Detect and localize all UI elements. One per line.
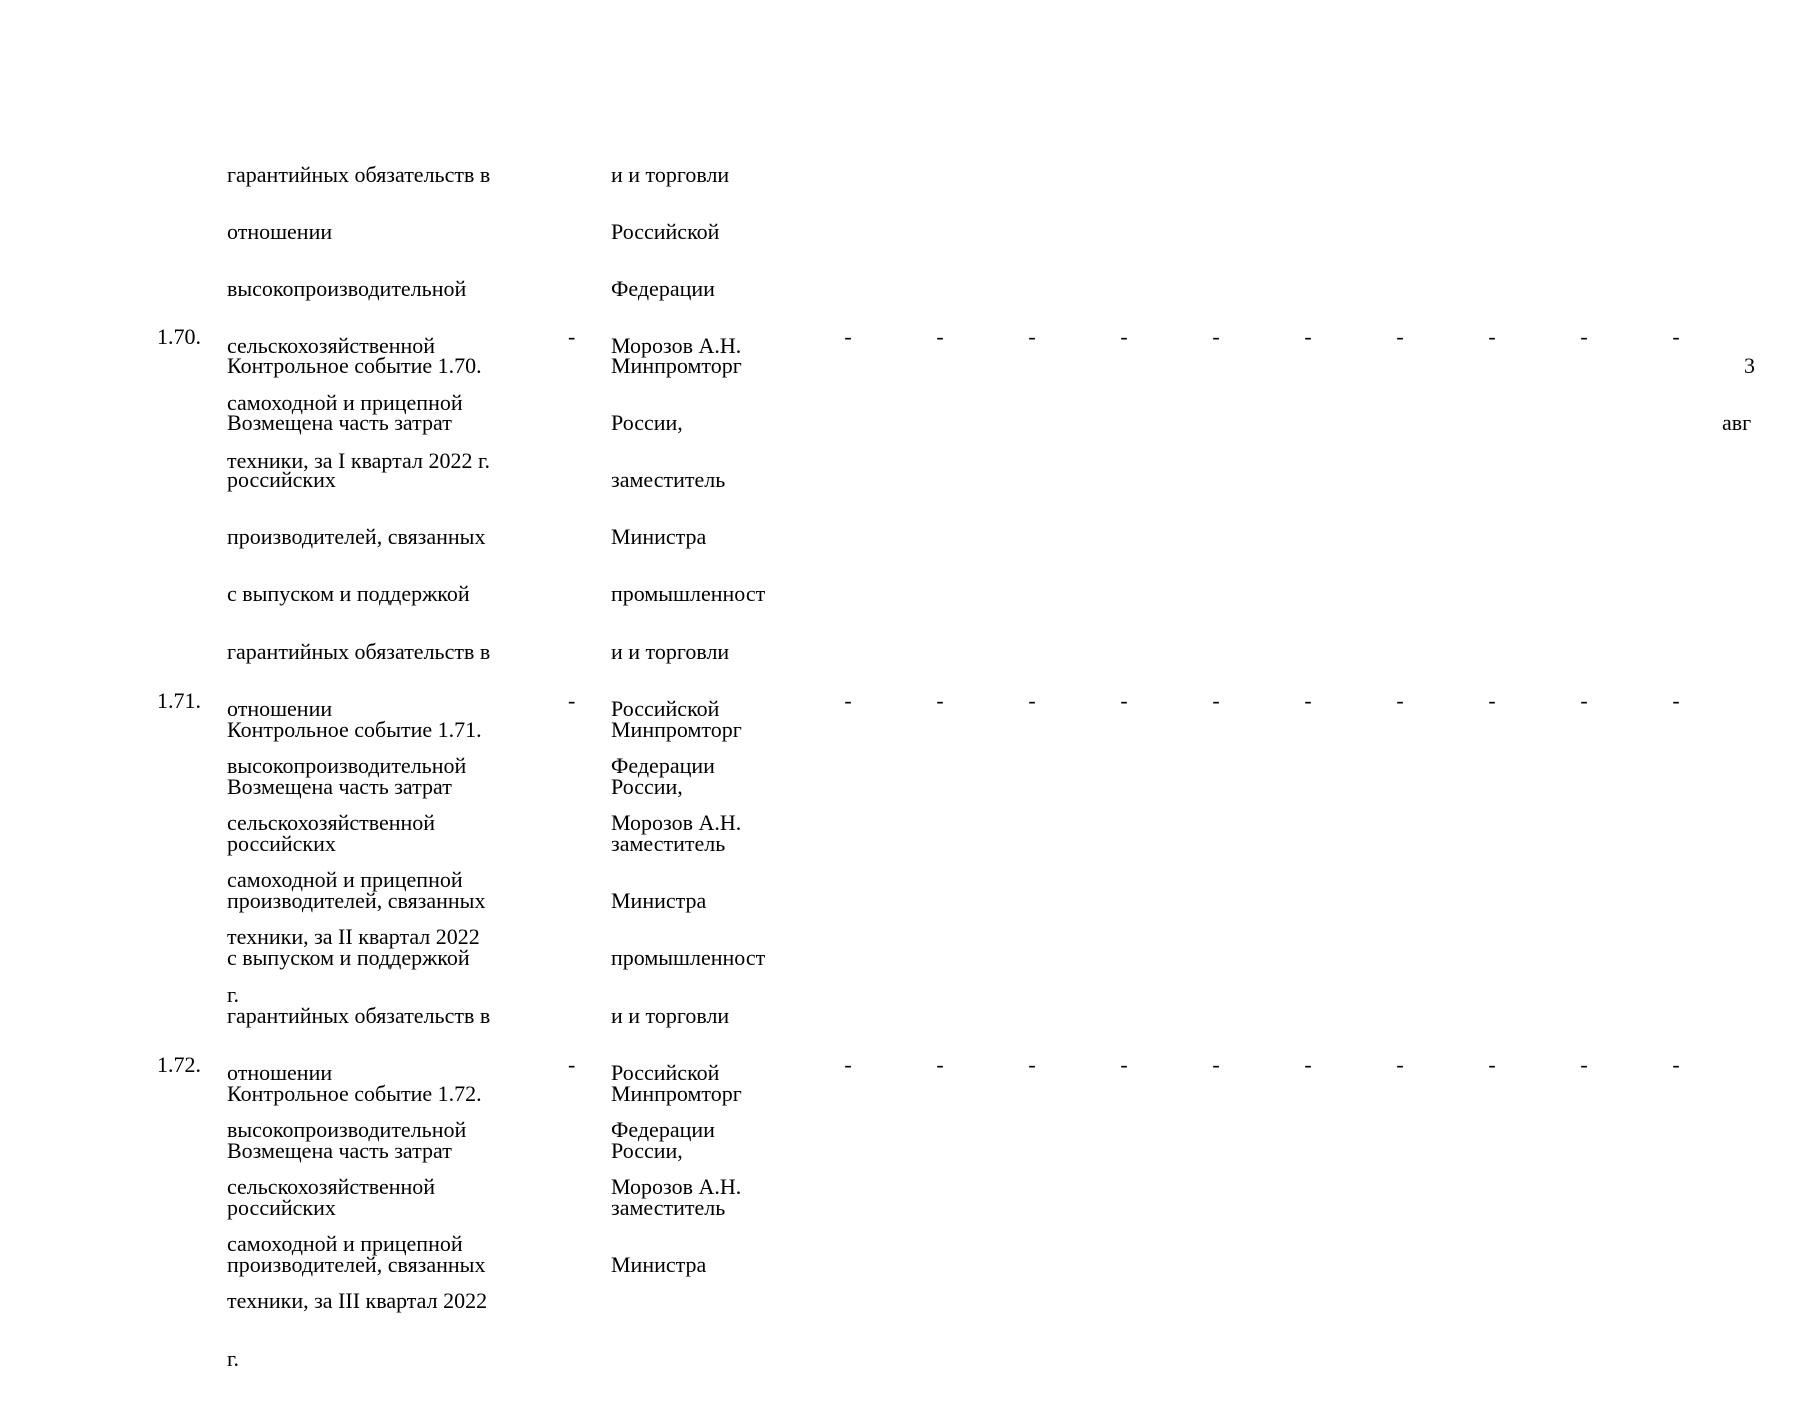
- text-line: Возмещена часть затрат: [227, 1137, 452, 1163]
- text-line: отношении: [227, 695, 333, 721]
- value-cell: -: [1672, 1052, 1680, 1077]
- value-cell: -: [1672, 688, 1680, 713]
- value-cell: -: [1120, 324, 1128, 349]
- text-line: сельскохозяйственной: [227, 1174, 436, 1200]
- text-line: Контрольное событие 1.70.: [227, 352, 482, 378]
- value-cell: -: [1120, 1052, 1128, 1077]
- text-line: высокопроизводительной: [227, 1116, 467, 1142]
- text-line: Министра: [611, 524, 707, 550]
- text-line: техники, за I квартал 2022 г.: [227, 447, 491, 473]
- text-line: гарантийных обязательств в: [227, 638, 491, 664]
- value-cell: -: [1488, 688, 1496, 713]
- text-line: Минпромторг: [611, 1080, 742, 1106]
- text-line: 3: [1744, 352, 1755, 378]
- text-line: Министра: [611, 1252, 707, 1278]
- event-description: [227, 1051, 527, 1308]
- text-line: авг: [1722, 409, 1752, 435]
- text-line: российских: [227, 1194, 336, 1220]
- value-cell: -: [1580, 324, 1588, 349]
- value-cell: -: [1396, 688, 1404, 713]
- text-line: Федерации: [611, 275, 715, 301]
- text-line: отношении: [227, 1059, 333, 1085]
- text-line: г.: [227, 1345, 240, 1371]
- text-line: Возмещена часть затрат: [227, 773, 452, 799]
- value-cell: -: [1212, 688, 1220, 713]
- text-line: России,: [611, 773, 683, 799]
- row-number: 1.70.: [157, 324, 201, 349]
- value-cell: -: [1028, 688, 1036, 713]
- text-line: производителей, связанных: [227, 524, 486, 550]
- text-line: Морозов А.Н.: [611, 810, 742, 836]
- text-line: сельскохозяйственной: [227, 333, 436, 359]
- text-line: Федерации: [611, 1116, 715, 1142]
- value-cell: -: [1672, 324, 1680, 349]
- text-line: Российской: [611, 695, 720, 721]
- text-line: промышленност: [611, 945, 766, 971]
- value-cell: -: [1028, 324, 1036, 349]
- row-number: 1.71.: [157, 688, 201, 713]
- text-line: Морозов А.Н.: [611, 333, 742, 359]
- value-cell: -: [1028, 1052, 1036, 1077]
- text-line: российских: [227, 830, 336, 856]
- text-line: техники, за III квартал 2022: [227, 1288, 488, 1314]
- text-line: и и торговли: [611, 638, 730, 664]
- column-3-value: -: [568, 324, 576, 349]
- text-line: самоходной и прицепной: [227, 390, 463, 416]
- value-cell: -: [936, 1052, 944, 1077]
- row-number: 1.72.: [157, 1052, 201, 1077]
- text-line: и и торговли: [611, 161, 730, 187]
- column-3-value: -: [568, 1052, 576, 1077]
- text-line: Минпромторг: [611, 352, 742, 378]
- text-line: и и торговли: [611, 1002, 730, 1028]
- text-line: с выпуском и поддержкой: [227, 945, 470, 971]
- text-line: производителей, связанных: [227, 888, 486, 914]
- value-cell: -: [844, 1052, 852, 1077]
- text-line: Морозов А.Н.: [611, 1174, 742, 1200]
- value-cell: -: [1488, 324, 1496, 349]
- value-cell: -: [1304, 1052, 1312, 1077]
- value-cell: -: [936, 688, 944, 713]
- value-cell: -: [1212, 1052, 1220, 1077]
- text-line: заместитель: [611, 466, 726, 492]
- text-line: Контрольное событие 1.71.: [227, 716, 482, 742]
- text-line: заместитель: [611, 830, 726, 856]
- text-line: высокопроизводительной: [227, 752, 467, 778]
- text-line: Российской: [611, 218, 720, 244]
- text-line: г.: [227, 981, 240, 1007]
- responsible-executor: [611, 1051, 791, 1308]
- text-line: российских: [227, 466, 336, 492]
- value-cell: -: [1120, 688, 1128, 713]
- text-line: гарантийных обязательств в: [227, 1002, 491, 1028]
- value-cell: -: [1304, 324, 1312, 349]
- value-cell: -: [1580, 1052, 1588, 1077]
- text-line: гарантийных обязательств в: [227, 161, 491, 187]
- text-line: Российской: [611, 1059, 720, 1085]
- text-line: производителей, связанных: [227, 1252, 486, 1278]
- value-cell: -: [1304, 688, 1312, 713]
- text-line: Минпромторг: [611, 716, 742, 742]
- text-line: самоходной и прицепной: [227, 867, 463, 893]
- text-line: техники, за II квартал 2022: [227, 924, 480, 950]
- value-cell: -: [1396, 1052, 1404, 1077]
- value-cell: -: [936, 324, 944, 349]
- text-line: Федерации: [611, 752, 715, 778]
- text-line: высокопроизводительной: [227, 275, 467, 301]
- value-cell: -: [844, 688, 852, 713]
- value-cell: -: [844, 324, 852, 349]
- text-line: сельскохозяйственной: [227, 810, 436, 836]
- column-3-value: -: [568, 688, 576, 713]
- text-line: промышленност: [611, 581, 766, 607]
- text-line: Контрольное событие 1.72.: [227, 1080, 482, 1106]
- deadline-cell: [1718, 323, 1808, 466]
- text-line: Возмещена часть затрат: [227, 409, 452, 435]
- text-line: России,: [611, 1137, 683, 1163]
- text-line: России,: [611, 409, 683, 435]
- text-line: отношении: [227, 218, 333, 244]
- text-line: самоходной и прицепной: [227, 1231, 463, 1257]
- value-cell: -: [1488, 1052, 1496, 1077]
- text-line: с выпуском и поддержкой: [227, 581, 470, 607]
- value-cell: -: [1580, 688, 1588, 713]
- text-line: Министра: [611, 888, 707, 914]
- text-line: заместитель: [611, 1194, 726, 1220]
- value-cell: -: [1212, 324, 1220, 349]
- value-cell: -: [1396, 324, 1404, 349]
